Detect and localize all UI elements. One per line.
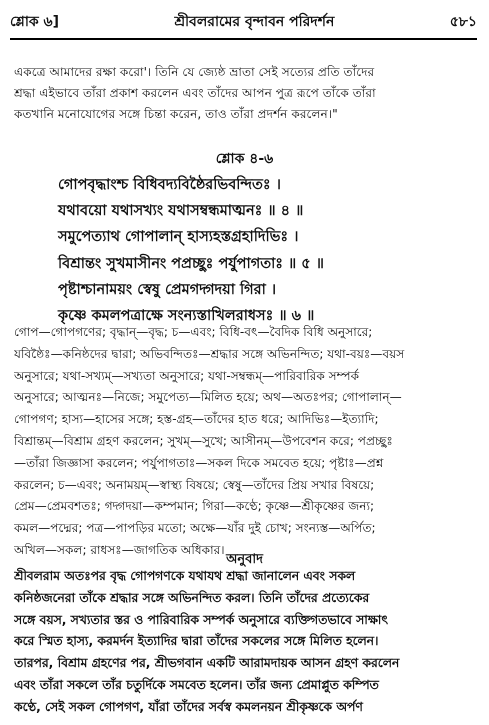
verse-line: কৃষ্ণে কমলপত্রাক্ষে সংন্যস্তাখিলরাধসঃ ॥ ৬ ॥ <box>58 308 315 325</box>
text-line: একত্রে আমাদের রক্ষা করো'। তিনি যে জ্যেষ্ঠ ভ্রাতা সেই সত্যের প্রতি তাঁদের <box>14 65 375 79</box>
text-line: কতখানি মনোযোগের সঙ্গে চিন্তা করেন, তাও তাঁরা প্রদর্শন করলেন।" <box>14 107 338 122</box>
translation-line: সঙ্গে বয়স, সখ্যতার স্তর ও পারিবারিক সম্পর্ক অনুসারে ব্যক্তিগতভাবে সাক্ষাৎ <box>14 612 388 627</box>
chapter-title: শ্রীবলরামের বৃন্দাবন পরিদর্শন <box>174 14 335 30</box>
translation-paragraph <box>14 566 475 724</box>
synonym-line: —তাঁরা জিজ্ঞাসা করলেন; পর্যুপাগতাঃ—সকল দিকে সমবেত হয়ে; পৃষ্টাঃ—প্রশ্ন <box>14 455 384 470</box>
synonym-line: কমল—পদ্মের; পত্র—পাপড়ির মতো; অক্ষে—যাঁর দুই চোখ; সংন্যস্ত—অর্পিত; <box>14 521 376 536</box>
header-rule <box>10 38 477 40</box>
verse-reference: শ্লোক ৬] <box>10 14 60 30</box>
intro-paragraph <box>14 62 475 138</box>
synonym-line: গোপ—গোপগণের; বৃদ্ধান্—বৃদ্ধ; চ—এবং; বিধি-বৎ—বৈদিক বিধি অনুসারে; <box>14 325 373 339</box>
synonym-line: অখিল—সকল; রাধসঃ—জাগতিক অধিকার। <box>14 542 225 557</box>
verse-title: শ্লোক ৪-৬ <box>215 151 274 167</box>
synonym-line: প্রেম—প্রেমবশতঃ; গদ্গদয়া—কম্পমান; গিরা—কণ্ঠে; কৃষ্ণে—শ্রীকৃষ্ণের জন্য; <box>14 499 375 514</box>
synonym-line: অনুসারে; আত্মনঃ—নিজে; সমুপেত্য—মিলিত হয়ে; অথ—অতঃপর; গোপালান্— <box>14 390 402 405</box>
sanskrit-verse <box>28 172 465 329</box>
verse-line: সমুপেত্যাথ গোপালান্ হাস্যহস্তগ্রহাদিভিঃ । <box>58 229 299 246</box>
verse-line: বিশ্রান্তং সুখমাসীনং পপ্রচ্ছুঃ পর্যুপাগতাঃ ॥ ৫ ॥ <box>58 255 324 272</box>
translation-line: কনিষ্ঠজনেরা তাঁকে শ্রদ্ধার সঙ্গে অভিনন্দিত করল। তিনি তাঁদের প্রত্যেকের <box>14 590 370 605</box>
translation-line: কণ্ঠে, সেই সকল গোপগণ, যাঁরা তাঁদের সর্বস্ব কমলনয়ন শ্রীকৃষ্ণকে অর্পণ <box>14 699 363 714</box>
translation-heading: অনুবাদ <box>226 552 263 567</box>
text-line: শ্রদ্ধা এইভাবে তাঁরা প্রকাশ করলেন এবং তাঁদের আপন পুত্র রূপে তাঁকে তাঁরা <box>14 86 376 101</box>
verse-line: গোপবৃদ্ধাংশ্চ বিধিবদ্যবিষ্ঠৈরভিবন্দিতঃ । <box>58 177 281 193</box>
verse-line: পৃষ্টাশ্চানাময়ং স্বেষু প্রেমগদ্গদয়া গিরা । <box>58 281 277 298</box>
synonym-line: অনুসারে; যথা-সখ্যম্—সখ্যতা অনুসারে; যথা-সম্বন্ধম্—পারিবারিক সম্পর্ক <box>14 368 360 383</box>
synonym-line: গোপগণ; হাস্য—হাসের সঙ্গে; হস্ত-গ্রহ—তাঁদের হাত ধরে; আদিভিঃ—ইত্যাদি; <box>14 412 379 427</box>
verse-line: যথাবয়ো যথাসখ্যং যথাসম্বন্ধমাত্মনঃ ॥ ৪ ॥ <box>58 203 304 220</box>
page-header <box>10 8 477 34</box>
translation-line: এবং তাঁরা সকলে তাঁর চতুর্দিকে সমবেত হলেন। তাঁর জন্য প্রেমাপ্লুত কম্পিত <box>14 677 379 692</box>
translation-line: করে স্মিত হাস্য, করমর্দন ইত্যাদির দ্বারা তাঁদের সকলের সঙ্গে মিলিত হলেন। <box>14 634 379 649</box>
synonyms-paragraph <box>14 322 475 557</box>
synonym-line: যবিষ্ঠৈঃ—কনিষ্ঠদের দ্বারা; অভিবন্দিতঃ—শ্রদ্ধার সঙ্গে অভিনন্দিত; যথা-বয়ঃ—বয়স <box>14 346 405 361</box>
synonym-line: করলেন; চ—এবং; অনাময়ম্—স্বাস্থ্য বিষয়ে; স্বেষু—তাঁদের প্রিয় সখার বিষয়ে; <box>14 477 375 492</box>
page-number: ৫৮১ <box>449 14 477 30</box>
translation-line: তারপর, বিশ্রাম গ্রহণের পর, শ্রীভগবান একটি আরামদায়ক আসন গ্রহণ করলেন <box>14 656 400 671</box>
synonym-line: বিশ্রান্তম্—বিশ্রাম গ্রহণ করলেন; সুখম্—সুখে; আসীনম্—উপবেশন করে; পপ্রচ্ছুঃ <box>14 433 393 448</box>
translation-line: শ্রীবলরাম অতঃপর বৃদ্ধ গোপগণকে যথাযথ শ্রদ্ধা জানালেন এবং সকল <box>14 569 356 583</box>
